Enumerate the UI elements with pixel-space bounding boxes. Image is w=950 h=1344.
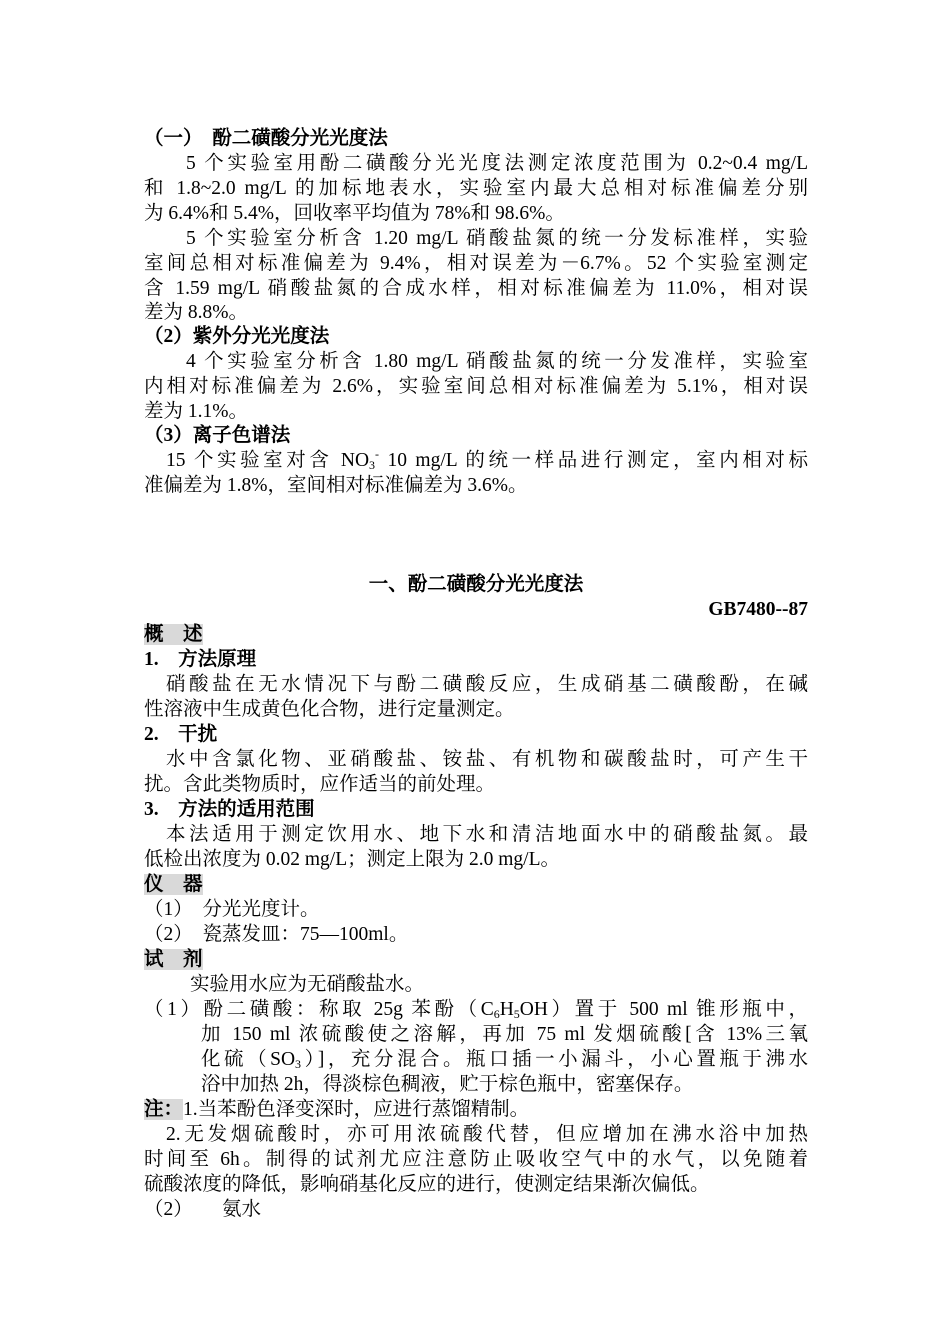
paragraph-line: 含 1.59 mg/L 硝酸盐氮的合成水样，相对标准偏差为 11.0%，相对误 [144, 278, 808, 299]
heading-uv-method: （2）紫外分光光度法 [144, 326, 330, 347]
paragraph-line: 性溶液中生成黄色化合物，进行定量测定。 [144, 699, 515, 720]
paragraph-line: 5 个实验室分析含 1.20 mg/L 硝酸盐氮的统一分发标准样，实验 [186, 228, 808, 249]
section-title: 一、酚二磺酸分光光度法 [368, 574, 584, 595]
note-line: 时间至 6h。制得的试剂尤应注意防止吸收空气中的水气，以免随着 [144, 1149, 808, 1170]
paragraph-line: 内相对标准偏差为 2.6%，实验室间总相对标准偏差为 5.1%，相对误 [144, 376, 808, 397]
heading-principle: 1. 方法原理 [144, 649, 257, 670]
reagent-line: 加 150 ml 浓硫酸使之溶解，再加 75 ml 发烟硫酸[含 13%三氧 [201, 1024, 808, 1045]
paragraph-line: 差为 8.8%。 [144, 302, 248, 323]
reagent-line: （1）酚二磺酸：称取 25g 苯酚$(C_6H_5OH)$置于 500 ml 锥形瓶中， [144, 999, 808, 1021]
heading-reagents: 试 剂 [144, 949, 203, 970]
paragraph-line: 为 6.4%和 5.4%，回收率平均值为 78%和 98.6%。 [144, 203, 565, 224]
paragraph-line: 本法适用于测定饮用水、地下水和清洁地面水中的硝酸盐氮。最 [166, 824, 808, 845]
paragraph-line: 室间总相对标准偏差为 9.4%，相对误差为－6.7%。52 个实验室测定 [144, 253, 808, 274]
heading-ion-chromatography: （3）离子色谱法 [144, 425, 291, 446]
note-line: 注：1.当苯酚色泽变深时，应进行蒸馏精制。 [144, 1099, 530, 1120]
paragraph-line: 4 个实验室分析含 1.80 mg/L 硝酸盐氮的统一分发准样，实验室 [186, 351, 808, 372]
paragraph-line: 水中含氯化物、亚硝酸盐、铵盐、有机物和碳酸盐时，可产生干 [166, 749, 808, 770]
list-item: （2） 氨水 [144, 1199, 262, 1220]
paragraph-line: 和 1.8~2.0 mg/L 的加标地表水，实验室内最大总相对标准偏差分别 [144, 178, 808, 199]
paragraph-line: 差为 1.1%。 [144, 401, 248, 422]
paragraph-line: 15 个实验室对含 $NO_3^-$ 10 mg/L 的统一样品进行测定，室内相对标 [166, 447, 808, 472]
heading-interference: 2. 干扰 [144, 724, 218, 745]
paragraph-line: 实验用水应为无硝酸盐水。 [190, 974, 425, 995]
list-item: （1） 分光光度计。 [144, 899, 320, 920]
heading-instruments: 仪 器 [144, 874, 203, 895]
list-item: （2） 瓷蒸发皿：75—100ml。 [144, 924, 409, 945]
reagent-line: 化硫$(SO_3)$]，充分混合。瓶口插一小漏斗，小心置瓶于沸水 [201, 1049, 808, 1071]
heading-scope: 3. 方法的适用范围 [144, 799, 315, 820]
note-line: 硫酸浓度的降低，影响硝基化反应的进行，使测定结果渐次偏低。 [144, 1174, 710, 1195]
paragraph-line: 准偏差为 1.8%，室间相对标准偏差为 3.6%。 [144, 475, 528, 496]
paragraph-line: 硝酸盐在无水情况下与酚二磺酸反应，生成硝基二磺酸酚，在碱 [166, 674, 808, 695]
heading-phenol-method: （一） 酚二磺酸分光光度法 [144, 128, 388, 149]
paragraph-line: 5 个实验室用酚二磺酸分光光度法测定浓度范围为 0.2~0.4 mg/L [186, 153, 808, 174]
reagent-line: 浴中加热 2h，得淡棕色稠液，贮于棕色瓶中，密塞保存。 [201, 1074, 694, 1095]
heading-overview: 概 述 [144, 624, 203, 645]
standard-number: GB7480--87 [708, 599, 808, 620]
paragraph-line: 扰。含此类物质时，应作适当的前处理。 [144, 774, 496, 795]
note-line: 2.无发烟硫酸时，亦可用浓硫酸代替，但应增加在沸水浴中加热 [166, 1124, 808, 1145]
paragraph-line: 低检出浓度为 0.02 mg/L；测定上限为 2.0 mg/L。 [144, 849, 560, 870]
